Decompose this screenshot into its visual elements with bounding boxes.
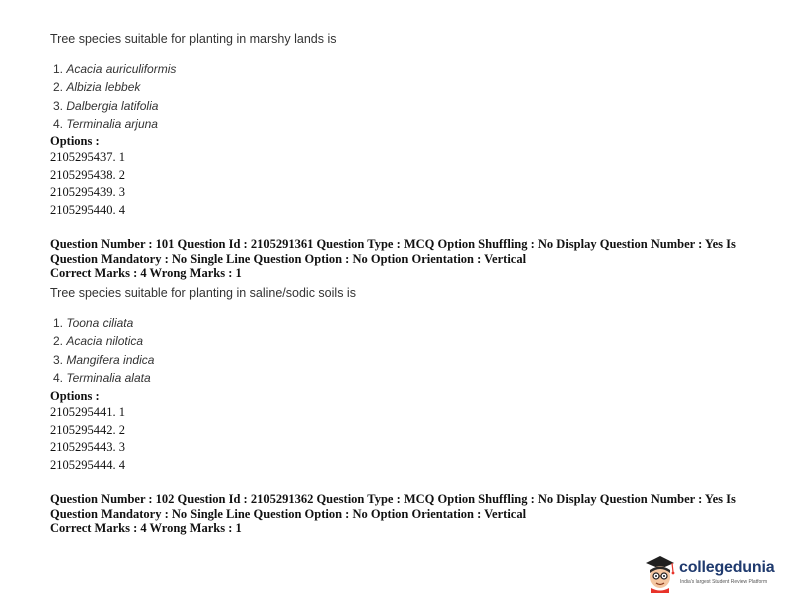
question-meta-line: Question Mandatory : No Single Line Question Option : No Option Orientation : Vertical (50, 251, 527, 266)
mascot-icon (642, 553, 678, 593)
option-id: 2105295441. 1 (50, 405, 125, 419)
option-id: 2105295438. 2 (50, 167, 125, 182)
question-meta-line: Question Number : 102 Question Id : 2105291362 Question Type : MCQ Option Shuffling : No Display Question Number : Yes Is (50, 492, 736, 506)
options-label: Options : (50, 134, 100, 148)
answer-choice: 1. Acacia auriculiformis (53, 62, 177, 76)
question-meta (50, 237, 750, 281)
option-id: 2105295444. 4 (50, 457, 125, 472)
question-marks: Correct Marks : 4 Wrong Marks : 1 (50, 266, 242, 280)
option-id: 2105295443. 3 (50, 440, 125, 454)
logo-name: collegedunia (679, 559, 775, 576)
options-block (50, 134, 125, 219)
question-marks: Correct Marks : 4 Wrong Marks : 1 (50, 521, 242, 535)
answer-choice: 4. Terminalia alata (53, 370, 151, 385)
answer-choice: 1. Toona ciliata (53, 316, 134, 330)
question-stem: Tree species suitable for planting in saline/sodic soils is (50, 286, 356, 300)
answer-choices (53, 60, 176, 133)
question-meta-line: Question Number : 101 Question Id : 2105291361 Question Type : MCQ Option Shuffling : No Display Question Number : Yes Is (50, 237, 736, 251)
option-id: 2105295440. 4 (50, 202, 125, 217)
option-id: 2105295437. 1 (50, 150, 125, 164)
logo-tagline: India's largest Student Review Platform (680, 579, 768, 585)
option-id: 2105295439. 3 (50, 185, 125, 199)
question-meta (50, 492, 750, 536)
option-id: 2105295442. 2 (50, 422, 125, 437)
answer-choice: 3. Mangifera indica (53, 352, 155, 367)
options-block (50, 389, 125, 474)
answer-choice: 2. Acacia nilotica (53, 334, 144, 349)
answer-choice: 2. Albizia lebbek (53, 80, 141, 95)
answer-choice: 3. Dalbergia latifolia (53, 98, 159, 113)
answer-choice: 4. Terminalia arjuna (53, 116, 158, 131)
question-meta-line: Question Mandatory : No Single Line Question Option : No Option Orientation : Vertical (50, 506, 527, 521)
collegedunia-logo (642, 553, 782, 593)
question-stem: Tree species suitable for planting in marshy lands is (50, 32, 337, 46)
answer-choices (53, 314, 154, 387)
options-label: Options : (50, 389, 100, 403)
